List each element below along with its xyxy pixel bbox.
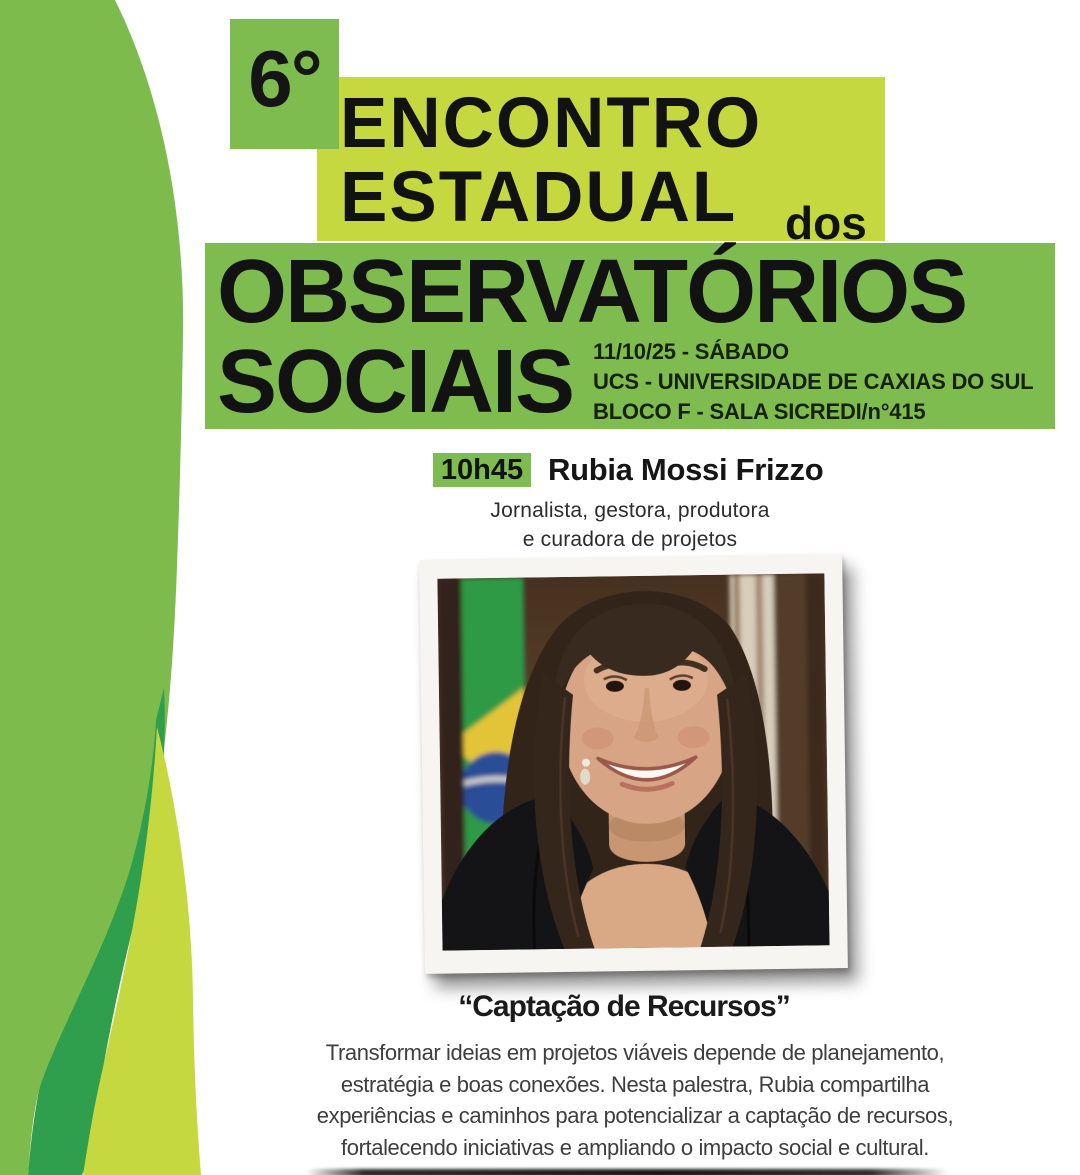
talk-description-line: Transformar ideias em projetos viáveis depende de planejamento, xyxy=(325,1040,945,1065)
talk-title: “Captação de Recursos” xyxy=(458,990,790,1023)
speaker-photo-illustration xyxy=(437,573,829,950)
edition-number: 6° xyxy=(248,34,321,123)
speaker-role-line2: e curadora de projetos xyxy=(522,528,738,551)
bottom-divider-bar xyxy=(306,1169,948,1175)
event-room: BLOCO F - SALA SICREDI/n°415 xyxy=(593,399,926,424)
speaker-photo-frame xyxy=(419,554,848,974)
event-date: 11/10/25 - SÁBADO xyxy=(593,339,789,364)
speaker-name: Rubia Mossi Frizzo xyxy=(548,452,824,487)
session-time: 10h45 xyxy=(440,453,524,486)
edition-badge xyxy=(230,19,339,149)
speaker-roles xyxy=(330,496,930,554)
title-connector: dos xyxy=(785,197,867,249)
talk-description-line: experiências e caminhos para potencializar a captação de recursos, xyxy=(316,1103,954,1128)
event-info xyxy=(593,337,1033,427)
title-line-sociais: SOCIAIS xyxy=(217,332,574,432)
talk-description-line: fortalecendo iniciativas e ampliando o impacto social e cultural. xyxy=(341,1134,929,1160)
session-time-chip xyxy=(433,453,531,487)
talk-description xyxy=(240,1037,1030,1163)
left-decoration-shapes xyxy=(0,0,210,1175)
title-line-observatorios: OBSERVATÓRIOS xyxy=(217,242,967,342)
speaker-role-line1: Jornalista, gestora, produtora xyxy=(490,499,770,522)
title-line-estadual: ESTADUAL xyxy=(340,158,738,237)
event-venue: UCS - UNIVERSIDADE DE CAXIAS DO SUL xyxy=(593,369,1034,394)
talk-description-line: estratégia e boas conexões. Nesta palestra, Rubia compartilha xyxy=(340,1071,930,1097)
title-line-encontro: ENCONTRO xyxy=(340,84,763,163)
